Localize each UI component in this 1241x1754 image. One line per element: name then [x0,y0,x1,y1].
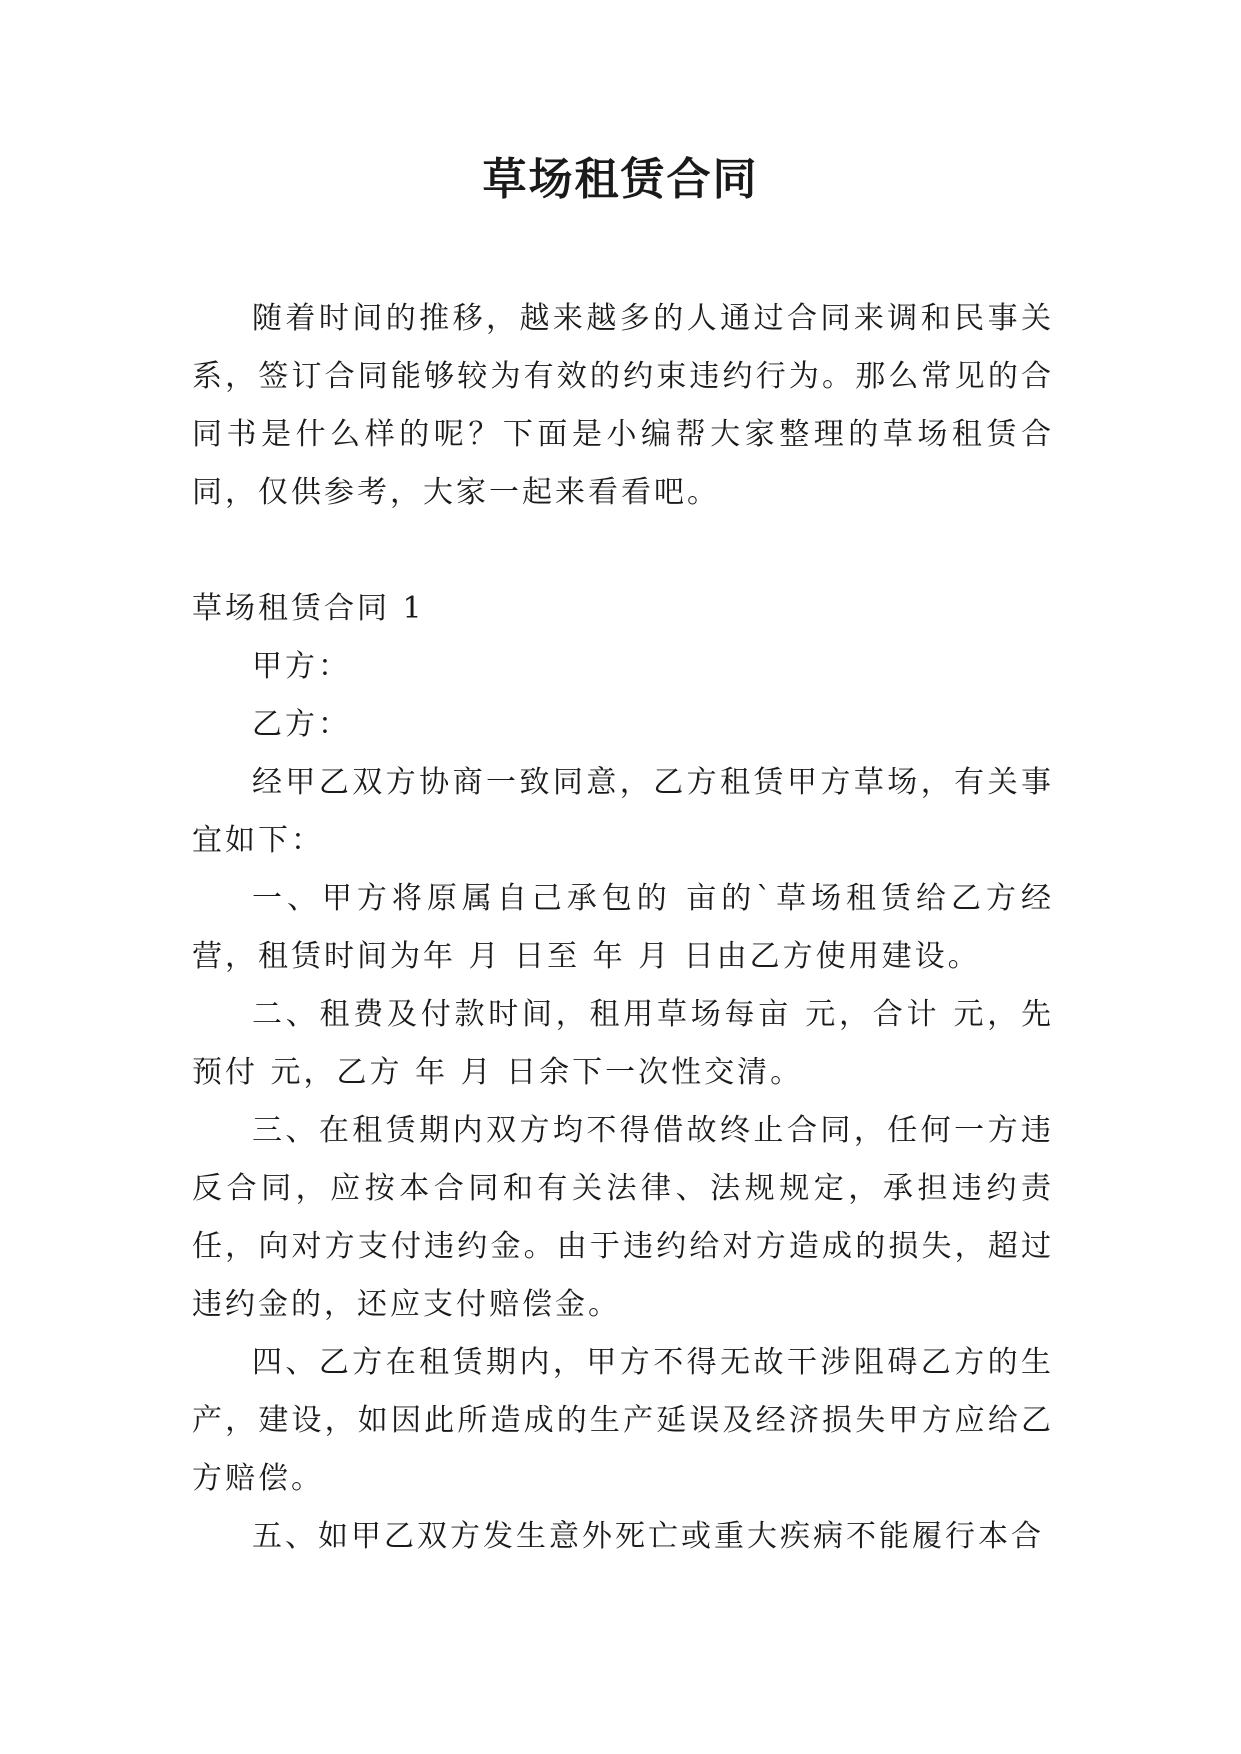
clause-paragraph: 五、如甲乙双方发生意外死亡或重大疾病不能履行本合 [252,1519,1044,1554]
clause-paragraph: 一、甲方将原属自己承包的 亩的`草场租赁给乙方经营，租赁时间为年 月 日至 年 月 日由乙方使用建设。 [192,881,1054,974]
party-a-line: 甲方： [252,649,351,684]
clause-paragraph: 经甲乙双方协商一致同意，乙方租赁甲方草场，有关事宜如下： [192,765,1054,858]
contract-section [192,580,1054,1566]
party-b-line: 乙方： [252,707,351,742]
clause-paragraph: 二、租费及付款时间，租用草场每亩 元，合计 元，先预付 元，乙方 年 月 日余下一次性交清。 [192,997,1054,1090]
clause-paragraph: 四、乙方在租赁期内，甲方不得无故干涉阻碍乙方的生产，建设，如因此所造成的生产延误及经济损失甲方应给乙方赔偿。 [192,1345,1054,1496]
section-heading: 草场租赁合同 1 [192,591,425,626]
intro-paragraph: 随着时间的推移，越来越多的人通过合同来调和民事关系，签订合同能够较为有效的约束违约行为。那么常见的合同书是什么样的呢？下面是小编帮大家整理的草场租赁合同，仅供参考，大家一起来看看吧。 [192,301,1054,510]
intro-block [192,290,1054,522]
document-title: 草场租赁合同 [482,154,759,205]
clause-paragraph: 三、在租赁期内双方均不得借故终止合同，任何一方违反合同，应按本合同和有关法律、法规规定，承担违约责任，向对方支付违约金。由于违约给对方造成的损失，超过违约金的，还应支付赔偿金。 [192,1113,1054,1322]
